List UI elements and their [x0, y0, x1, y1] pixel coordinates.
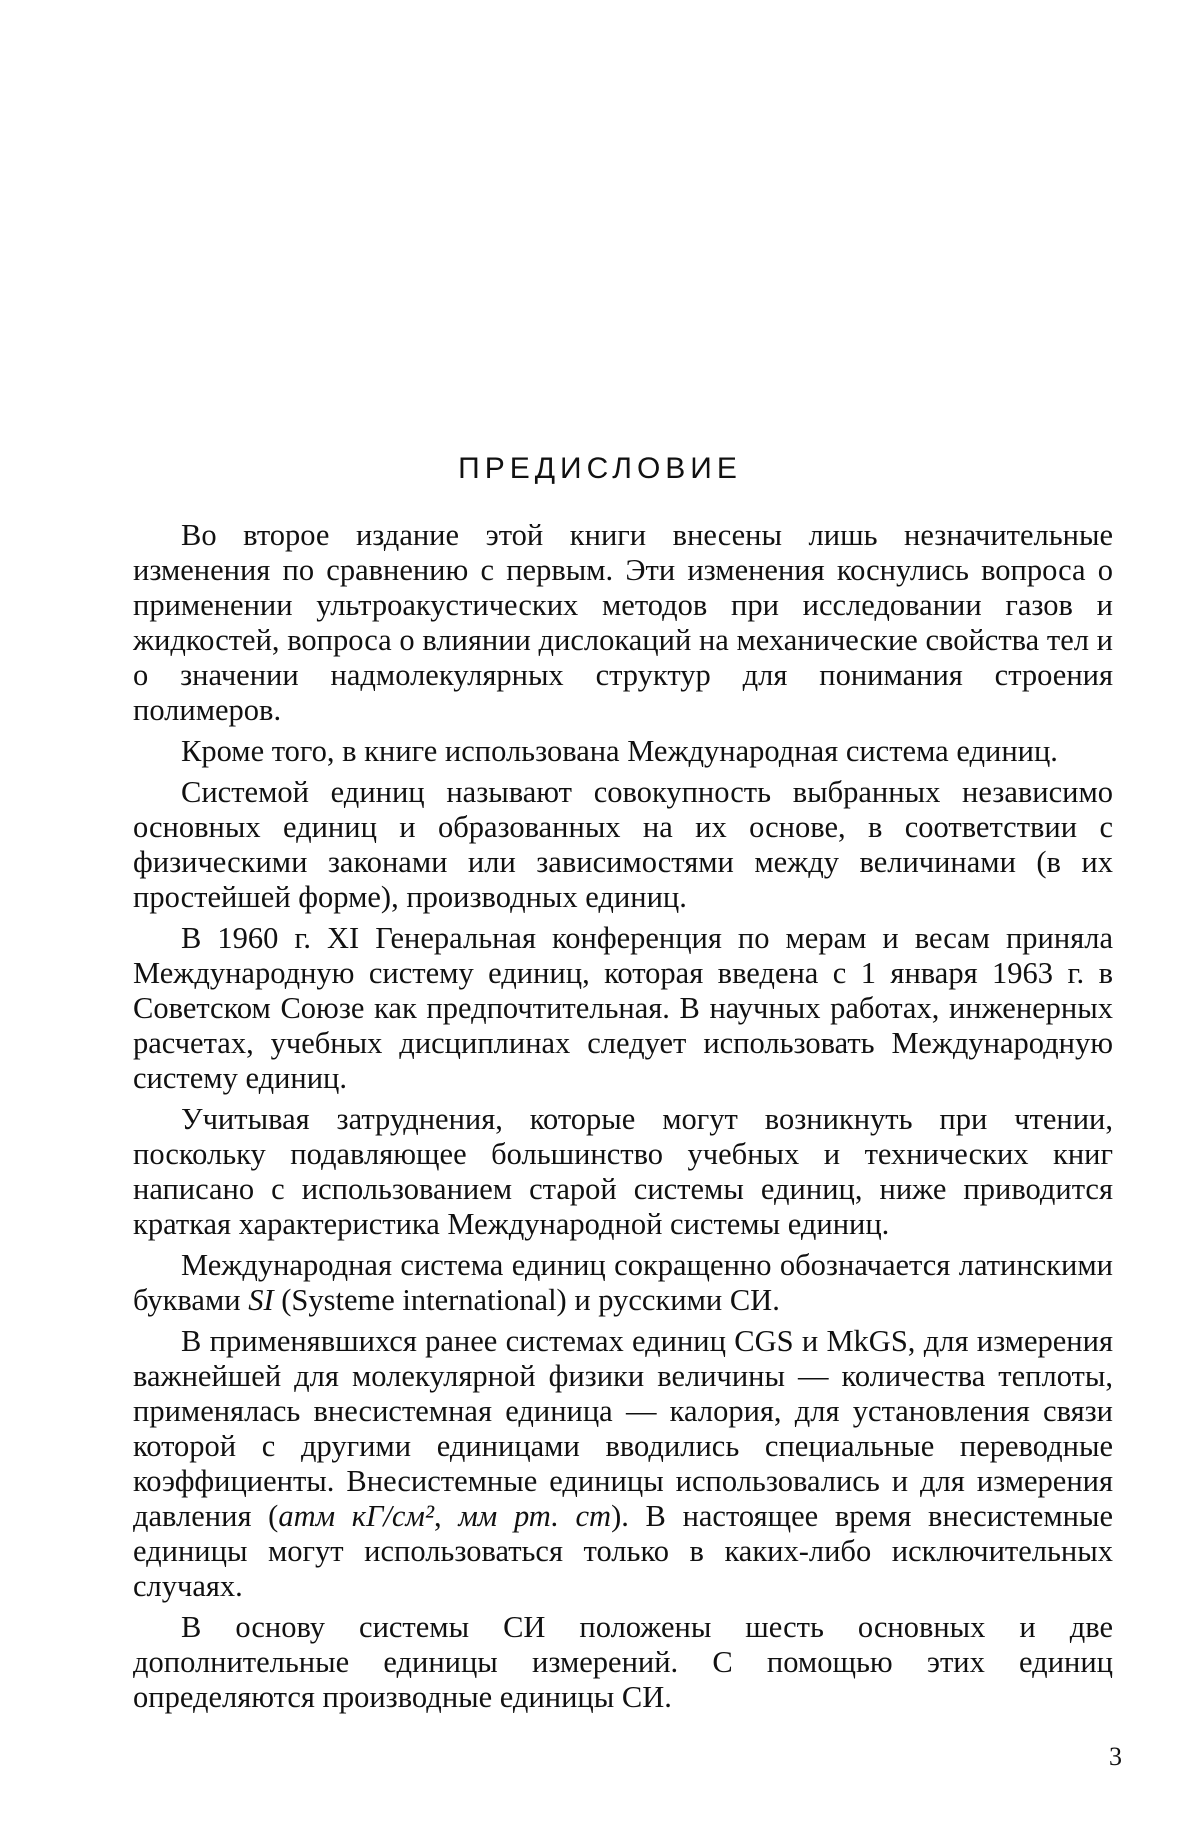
unit-mm-hg: мм рт. ст — [458, 1499, 611, 1533]
paragraph-si-used: Кроме того, в книге использована Международная система единиц. — [133, 734, 1113, 769]
paragraph-nonsystem-units: В применявшихся ранее системах единиц CGS и MkGS, для измерения важнейшей для молекулярной физики величины — количества теплоты, применялась внесистемная единица — калория, для установления связи которой с другими единицами вводились специальные переводные коэффициенты. Внесистемные единицы использовались и для измерения давления (атм кГ/см², мм рт. ст). В настоящее время внесистемные единицы могут использоваться только в каких-либо исключительных случаях. — [133, 1324, 1113, 1604]
paragraph-conference-1960: В 1960 г. XI Генеральная конференция по мерам и весам приняла Международную систему единиц, которая введена с 1 января 1963 г. в Советском Союзе как предпочтительная. В научных работах, инженерных расчетах, учебных дисциплинах следует использовать Международную систему единиц. — [133, 921, 1113, 1096]
unit-atm: атм — [278, 1499, 335, 1533]
page-title: ПРЕДИСЛОВИЕ — [0, 452, 1200, 486]
book-page — [0, 0, 1200, 1842]
paragraph-edition-changes: Во второе издание этой книги внесены лишь незначительные изменения по сравнению с первым. Эти изменения коснулись вопроса о применении ультроакустических методов при исследовании газов и жидкостей, вопроса о влиянии дислокаций на механические свойства тел и о значении надмолекулярных структур для понимания строения полимеров. — [133, 518, 1113, 728]
paragraph-difficulties: Учитывая затруднения, которые могут возникнуть при чтении, поскольку подавляющее большинство учебных и технических книг написано с использованием старой системы единиц, ниже приводится краткая характеристика Международной системы единиц. — [133, 1102, 1113, 1242]
paragraph-si-abbreviation — [133, 1248, 1113, 1318]
paragraph-unit-system-definition: Системой единиц называют совокупность выбранных независимо основных единиц и образованных на их основе, в соответствии с физическими законами или зависимостями между величинами (в их простейшей форме), производных единиц. — [133, 775, 1113, 915]
unit-kgf-cm2: кГ/см² — [352, 1499, 434, 1533]
units-text-after: ). В настоящее время внесистемные единицы могут использоваться только в каких-либо исключительных случаях. — [133, 1499, 1113, 1603]
si-text-before: Международная система единиц сокращенно обозначается латинскими буквами — [133, 1248, 1113, 1317]
units-text-before: В применявшихся ранее системах единиц CGS и MkGS, для измерения важнейшей для молекулярной физики величины — количества теплоты, применялась внесистемная единица — калория, для установления связи которой с другими единицами вводились специальные переводные коэффициенты. Внесистемные единицы использовались и для измерения давления ( — [133, 1324, 1113, 1533]
si-latin-abbreviation: SI — [248, 1283, 273, 1317]
body-text — [133, 518, 1113, 1715]
paragraph-si-basis: В основу системы СИ положены шесть основных и две дополнительные единицы измерений. С помощью этих единиц определяются производные единицы СИ. — [133, 1610, 1113, 1715]
si-text-after: (Systeme international) и русскими СИ. — [274, 1283, 780, 1317]
page-number: 3 — [1098, 1742, 1122, 1772]
